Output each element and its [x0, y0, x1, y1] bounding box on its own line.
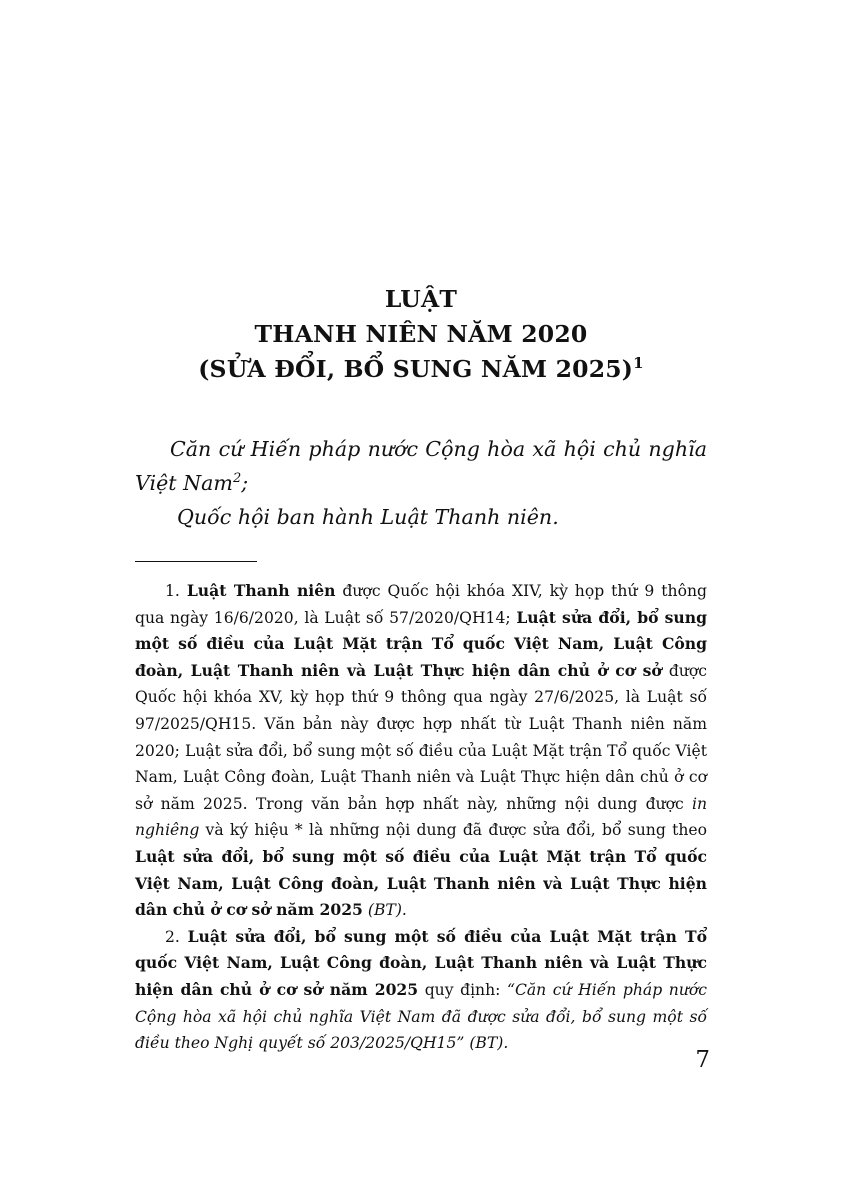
law-title [0, 282, 842, 387]
footnote-1 [135, 578, 707, 924]
footnote-1-text-a: được Quốc hội khóa XIV, kỳ họp thứ 9 thông qua ngày 16/6/2020, là Luật số 57/2020/QH14; [135, 582, 707, 627]
footnote-1-amending-law: Luật sửa đổi, bổ sung một số điều của Luật Mặt trận Tổ quốc Việt Nam, Luật Công đoàn, Luật Thanh niên và Luật Thực hiện dân chủ ở cơ sở [135, 607, 707, 680]
preamble-basis-text: Căn cứ Hiến pháp nước Cộng hòa xã hội chủ nghĩa Việt Nam [135, 437, 707, 495]
preamble-enactment: Quốc hội ban hành Luật Thanh niên. [177, 505, 559, 529]
title-line-2: THANH NIÊN NĂM 2020 [254, 320, 588, 348]
footnote-1-number: 1. [165, 582, 180, 600]
footnote-divider [135, 561, 257, 562]
footnote-2-text: quy định: [418, 980, 507, 999]
footnote-1-amending-law-2: Luật sửa đổi, bổ sung một số điều của Luật Mặt trận Tổ quốc Việt Nam, Luật Công đoàn, Luật Thanh niên và Luật Thực hiện dân chủ ở cơ sở năm 2025 [135, 846, 707, 920]
title-line-3 [0, 352, 842, 387]
preamble-basis-end: ; [241, 471, 249, 495]
footnote-2-quote: “Căn cứ Hiến pháp nước Cộng hòa xã hội chủ nghĩa Việt Nam đã được sửa đổi, bổ sung một số điều theo Nghị quyết số 203/2025/QH15” (BT). [135, 980, 707, 1053]
title-line-3-text: (SỬA ĐỔI, BỔ SUNG NĂM 2025) [198, 355, 634, 383]
footnote-2-amending-law: Luật sửa đổi, bổ sung một số điều của Luật Mặt trận Tổ quốc Việt Nam, Luật Công đoàn, Luật Thanh niên và Luật Thực hiện dân chủ ở cơ sở năm 2025 [135, 926, 707, 999]
title-line-1: LUẬT [384, 285, 458, 313]
preamble [135, 432, 707, 534]
preamble-basis [135, 432, 707, 500]
footnote-1-bt: (BT). [367, 901, 407, 920]
footnote-ref-2[interactable]: 2 [232, 471, 242, 487]
footnote-ref-1[interactable]: 1 [633, 354, 644, 373]
footnotes [135, 578, 707, 1057]
footnote-1-text-b: được Quốc hội khóa XV, kỳ họp thứ 9 thông qua ngày 27/6/2025, là Luật số 97/2025/QH15. Văn bản này được hợp nhất từ Luật Thanh niên năm 2020; Luật sửa đổi, bổ sung một số điều của Luật Mặt trận Tổ quốc Việt Nam, Luật Công đoàn, Luật Thanh niên và Luật Thực hiện dân chủ ở cơ sở năm 2025. Trong văn bản hợp nhất này, những nội dung được [135, 661, 707, 813]
footnote-1-text-c: và ký hiệu * là những nội dung đã được sửa đổi, bổ sung theo [199, 821, 707, 840]
page-number: 7 [695, 1047, 710, 1073]
footnote-2 [135, 924, 707, 1057]
footnote-1-law-name: Luật Thanh niên [186, 581, 336, 600]
footnote-1-italic-term: in nghiêng [135, 794, 707, 840]
footnote-2-number: 2. [165, 927, 180, 946]
